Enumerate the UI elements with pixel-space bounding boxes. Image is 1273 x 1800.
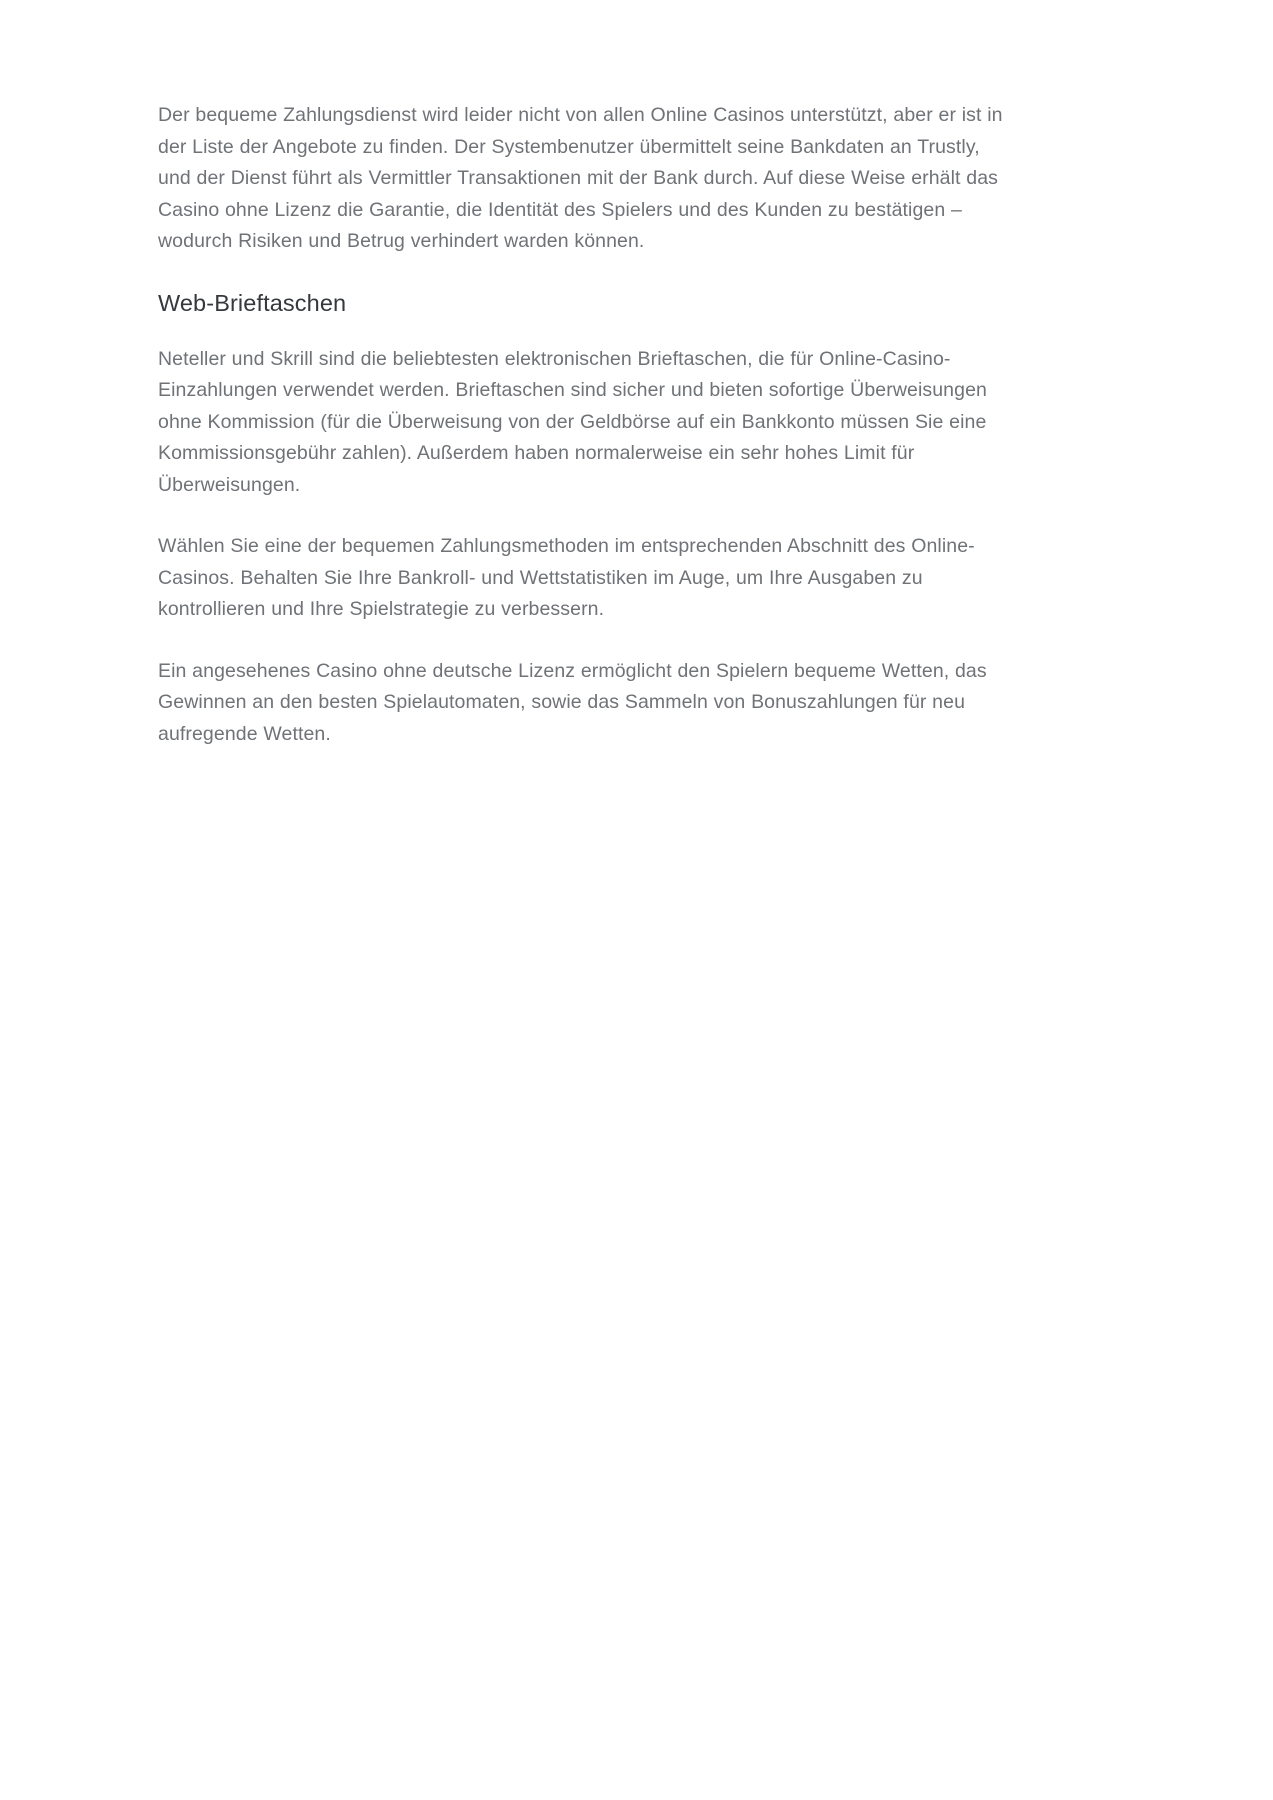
document-content xyxy=(158,100,1013,750)
paragraph-choose-payment-method: Wählen Sie eine der bequemen Zahlungsmethoden im entsprechenden Abschnitt des Online-Casinos. Behalten Sie Ihre Bankroll- und Wettstatistiken im Auge, um Ihre Ausgaben zu kontrollieren und Ihre Spielstrategie zu verbessern. xyxy=(158,535,975,620)
section-heading-web-brieftaschen: Web-Brieftaschen xyxy=(158,289,347,316)
paragraph-trustly-payment-service: Der bequeme Zahlungsdienst wird leider nicht von allen Online Casinos unterstützt, aber er ist in der Liste der Angebote zu finden. Der Systembenutzer übermittelt seine Bankdaten an Trustly, und der Dienst führt als Vermittler Transaktionen mit der Bank durch. Auf diese Weise erhält das Casino ohne Lizenz die Garantie, die Identität des Spielers und des Kunden zu bestätigen – wodurch Risiken und Betrug verhindert warden können. xyxy=(158,104,1003,252)
paragraph-neteller-skrill-wallets: Neteller und Skrill sind die beliebtesten elektronischen Brieftaschen, die für Online-Casino-Einzahlungen verwendet werden. Brieftaschen sind sicher und bieten sofortige Überweisungen ohne Kommission (für die Überweisung von der Geldbörse auf ein Bankkonto müssen Sie eine Kommissionsgebühr zahlen). Außerdem haben normalerweise ein sehr hohes Limit für Überweisungen. xyxy=(158,347,987,496)
paragraph-reputable-casino-summary: Ein angesehenes Casino ohne deutsche Lizenz ermöglicht den Spielern bequeme Wetten, das Gewinnen an den besten Spielautomaten, sowie das Sammeln von Bonuszahlungen für neu aufregende Wetten. xyxy=(158,659,987,745)
